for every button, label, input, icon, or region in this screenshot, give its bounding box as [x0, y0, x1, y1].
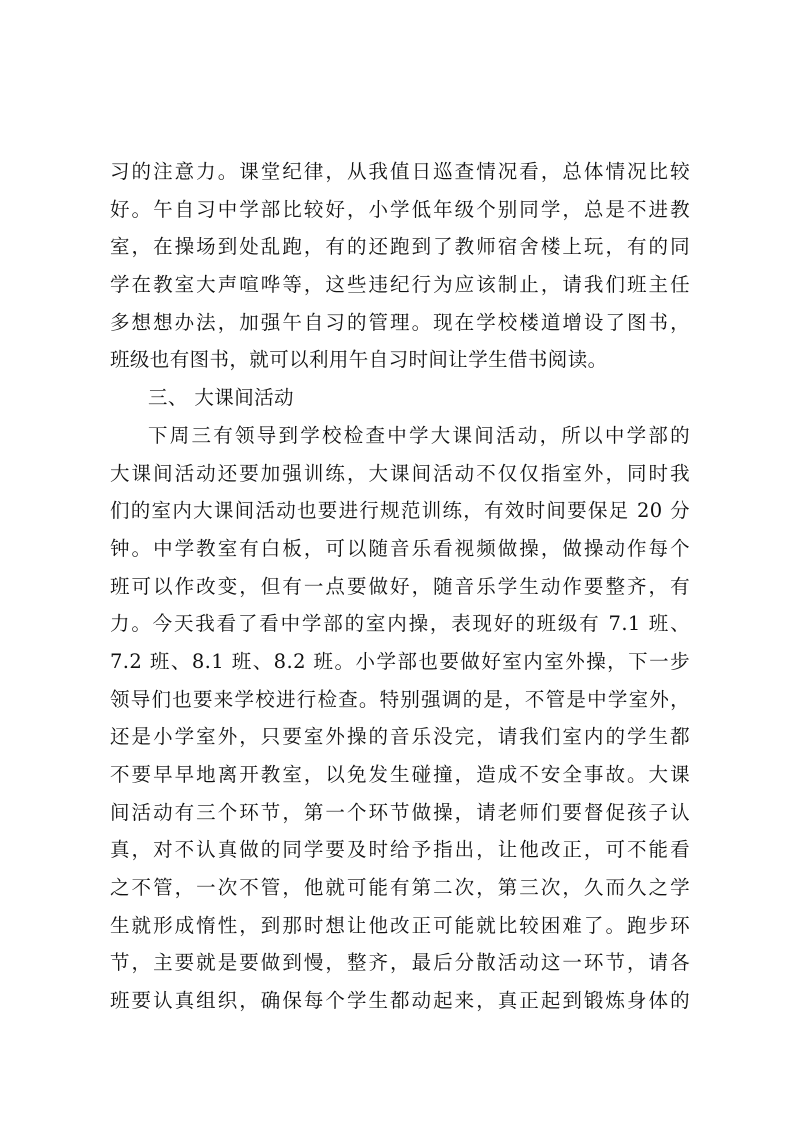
text-line: 班级也有图书，就可以利用午自习时间让学生借书阅读。 — [110, 348, 608, 372]
text-line: 室，在操场到处乱跑，有的还跑到了教师宿舍楼上玩，有的同 — [110, 235, 690, 259]
text-line: 还是小学室外，只要室外操的音乐没完，请我们室内的学生都 — [110, 725, 690, 749]
paragraph-break-activity — [110, 417, 690, 1020]
text-line: 学在教室大声喧哗等，这些违纪行为应该制止，请我们班主任 — [110, 273, 690, 297]
text-line: 不要早早地离开教室，以免发生碰撞，造成不安全事故。大课 — [110, 763, 690, 786]
text-line: 班可以作改变，但有一点要做好，随音乐学生动作要整齐，有 — [110, 574, 690, 598]
text-line: 好。午自习中学部比较好，小学低年级个别同学，总是不进教 — [110, 197, 690, 221]
text-line: 下周三有领导到学校检查中学大课间活动，所以中学部的 — [148, 423, 690, 447]
text-line: 7.2 班、8.1 班、8.2 班。小学部也要做好室内室外操，下一步 — [110, 649, 690, 673]
section-heading: 三、 大课间活动 — [148, 386, 294, 410]
text-line: 钟。中学教室有白板，可以随音乐看视频做操，做操动作每个 — [110, 536, 690, 560]
text-line: 班要认真组织，确保每个学生都动起来，真正起到锻炼身体的 — [110, 989, 690, 1013]
text-line: 们的室内大课间活动也要进行规范训练，有效时间要保足 20 分 — [110, 499, 690, 523]
text-line: 领导们也要来学校进行检查。特别强调的是，不管是中学室外， — [110, 687, 690, 711]
text-line: 真，对不认真做的同学要及时给予指出，让他改正，可不能看 — [110, 838, 690, 862]
paragraph-noon-study — [110, 153, 690, 379]
text-line: 之不管，一次不管，他就可能有第二次，第三次，久而久之学 — [110, 876, 690, 900]
text-line: 力。今天我看了看中学部的室内操，表现好的班级有 7.1 班、 — [110, 612, 690, 636]
text-line: 间活动有三个环节，第一个环节做操，请老师们要督促孩子认 — [110, 800, 690, 824]
text-line: 习的注意力。课堂纪律，从我值日巡查情况看，总体情况比较 — [110, 160, 690, 183]
text-line: 节，主要就是要做到慢，整齐，最后分散活动这一环节，请各 — [110, 951, 690, 975]
text-line: 生就形成惰性，到那时想让他改正可能就比较困难了。跑步环 — [110, 913, 690, 937]
text-line: 大课间活动还要加强训练，大课间活动不仅仅指室外，同时我 — [110, 461, 690, 485]
text-line: 多想想办法，加强午自习的管理。现在学校楼道增设了图书， — [110, 310, 690, 334]
body-text — [110, 153, 690, 1020]
